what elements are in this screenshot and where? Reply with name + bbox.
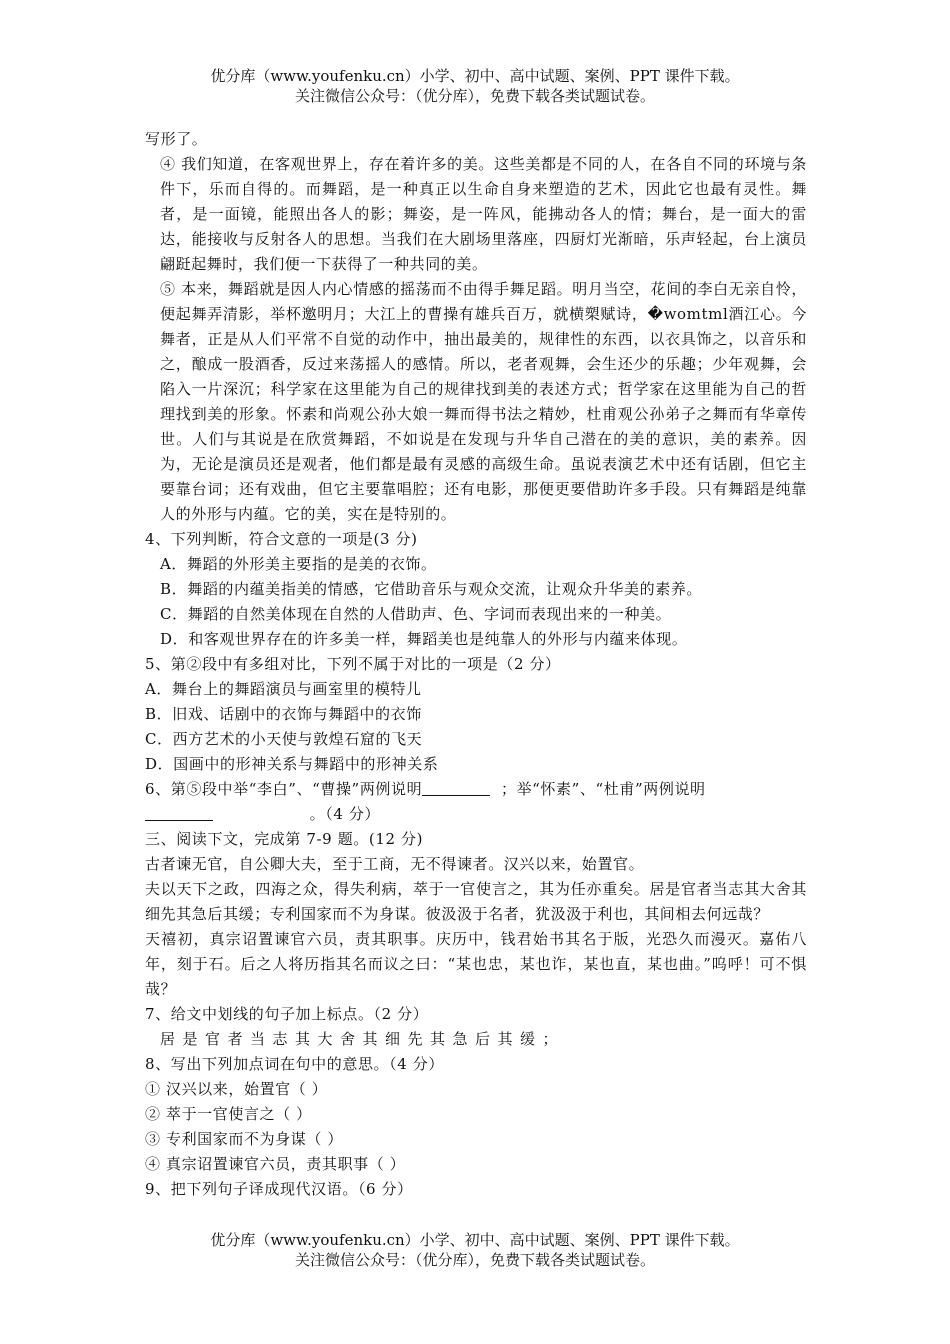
page-footer [0,1230,950,1270]
question-5-option-a: A．舞台上的舞蹈演员与画室里的模特儿 [145,680,422,698]
question-5-option-d: D．国画中的形神关系与舞蹈中的形神关系 [145,755,439,773]
header-line-1: 优分库（www.youfenku.cn）小学、初中、高中试题、案例、PPT 课件下载。 [210,67,740,85]
question-4: 4、下列判断，符合文意的一项是(3 分) [145,530,418,548]
classical-text-1: 古者谏无官，自公卿大夫，至于工商，无不得谏者。汉兴以来，始置官。 [145,855,645,873]
question-8-item-1: ① 汉兴以来，始置官（ ） [145,1080,328,1098]
classical-text-3: 天禧初，真宗诏置谏官六员，责其职事。庆历中，钱君始书其名于版，光恐久而漫灭。嘉佑八年，刻于石。后之人将历指其名而议之曰：“某也忠，某也诈，某也直，某也曲。”呜呼！可不惧哉？ [145,930,807,998]
question-7-sentence: 居是官者当志其大舍其细先其急后其缓； [160,1030,566,1048]
question-5: 5、第②段中有多组对比，下列不属于对比的一项是（2 分） [145,655,561,673]
question-9: 9、把下列句子译成现代汉语。（6 分） [145,1180,413,1198]
footer-line-2: 关注微信公众号：（优分库），免费下载各类试题试卷。 [294,1251,655,1269]
question-5-option-b: B．旧戏、话剧中的衣饰与舞蹈中的衣饰 [145,705,422,723]
question-4-option-b: B．舞蹈的内蕴美指美的情感，它借助音乐与观众交流，让观众升华美的素养。 [160,580,703,598]
question-8-item-2: ② 萃于一官使言之（ ） [145,1105,312,1123]
header-line-2: 关注微信公众号：（优分库），免费下载各类试题试卷。 [294,87,655,105]
question-4-option-a: A．舞蹈的外形美主要指的是美的衣饰。 [160,555,437,573]
paragraph-4: ④ 我们知道，在客观世界上，存在着许多的美。这些美都是不同的人，在各自不同的环境与条件下，乐而自得的。而舞蹈，是一种真正以生命自身来塑造的艺术，因此它也最有灵性。舞者，是一面镜，能照出各人的影；舞姿，是一阵风，能拂动各人的情；舞台，是一面大的雷达，能接收与反射各人的思想。当我们在大剧场里落座，四厨灯光渐暗，乐声轻起，台上演员翩跹起舞时，我们便一下获得了一种共同的美。 [160,155,807,273]
question-6-text-1: 6、第⑤段中举“李白”、“曹操”两例说明 [145,780,423,798]
document-body [145,127,807,1202]
page-header [0,66,950,106]
answer-blank-2[interactable] [145,804,213,821]
question-8: 8、写出下列加点词在句中的意思。（4 分） [145,1055,444,1073]
answer-blank-1[interactable] [422,779,490,796]
question-4-option-d: D．和客观世界存在的许多美一样，舞蹈美也是纯靠人的外形与内蕴来体现。 [160,630,688,648]
question-8-item-3: ③ 专利国家而不为身谋（ ） [145,1130,343,1148]
question-6-text-3: 。（4 分） [309,805,381,823]
continued-text: 写形了。 [145,130,208,148]
section-3-heading: 三、阅读下文，完成第 7-9 题。(12 分) [145,830,424,848]
footer-line-1: 优分库（www.youfenku.cn）小学、初中、高中试题、案例、PPT 课件下载。 [210,1231,740,1249]
question-8-item-4: ④ 真宗诏置谏官六员，责其职事（ ） [145,1155,406,1173]
classical-text-2: 夫以天下之政，四海之众，得失利病，萃于一官使言之，其为任亦重矣。居是官者当志其大舍其细先其急后其缓；专利国家而不为身谋。彼汲汲于名者，犹汲汲于利也，其间相去何远哉？ [145,880,807,923]
paragraph-5: ⑤ 本来，舞蹈就是因人内心情感的摇荡而不由得手舞足蹈。明月当空，花间的李白无亲自怜，便起舞弄清影，举杯邀明月；大江上的曹操有雄兵百万，就横槊赋诗，�womtml酒江心。今舞者，正是从人们平常不自觉的动作中，抽出最美的，规律性的东西，以衣具饰之，以音乐和之，酿成一股酒香，反过来荡摇人的感情。所以，老者观舞，会生还少的乐趣；少年观舞，会陷入一片深沉；科学家在这里能为自己的规律找到美的表述方式；哲学家在这里能为自己的哲理找到美的形象。怀素和尚观公孙大娘一舞而得书法之精妙，杜甫观公孙弟子之舞而有华章传世。人们与其说是在欣赏舞蹈，不如说是在发现与升华自己潜在的美的意识，美的素养。因为，无论是演员还是观者，他们都是最有灵感的高级生命。虽说表演艺术中还有话剧，但它主要靠台词；还有戏曲，但它主要靠唱腔；还有电影，那便更要借助许多手段。只有舞蹈是纯靠人的外形与内蕴。它的美，实在是特别的。 [160,280,807,523]
question-7: 7、给文中划线的句子加上标点。（2 分） [145,1005,429,1023]
question-6-text-2: ；举“怀素”、“杜甫”两例说明 [500,780,706,798]
question-5-option-c: C．西方艺术的小天使与敦煌石窟的飞天 [145,730,423,748]
question-6 [145,777,807,827]
question-4-option-c: C．舞蹈的自然美体现在自然的人借助声、色、字词而表现出来的一种美。 [160,605,672,623]
